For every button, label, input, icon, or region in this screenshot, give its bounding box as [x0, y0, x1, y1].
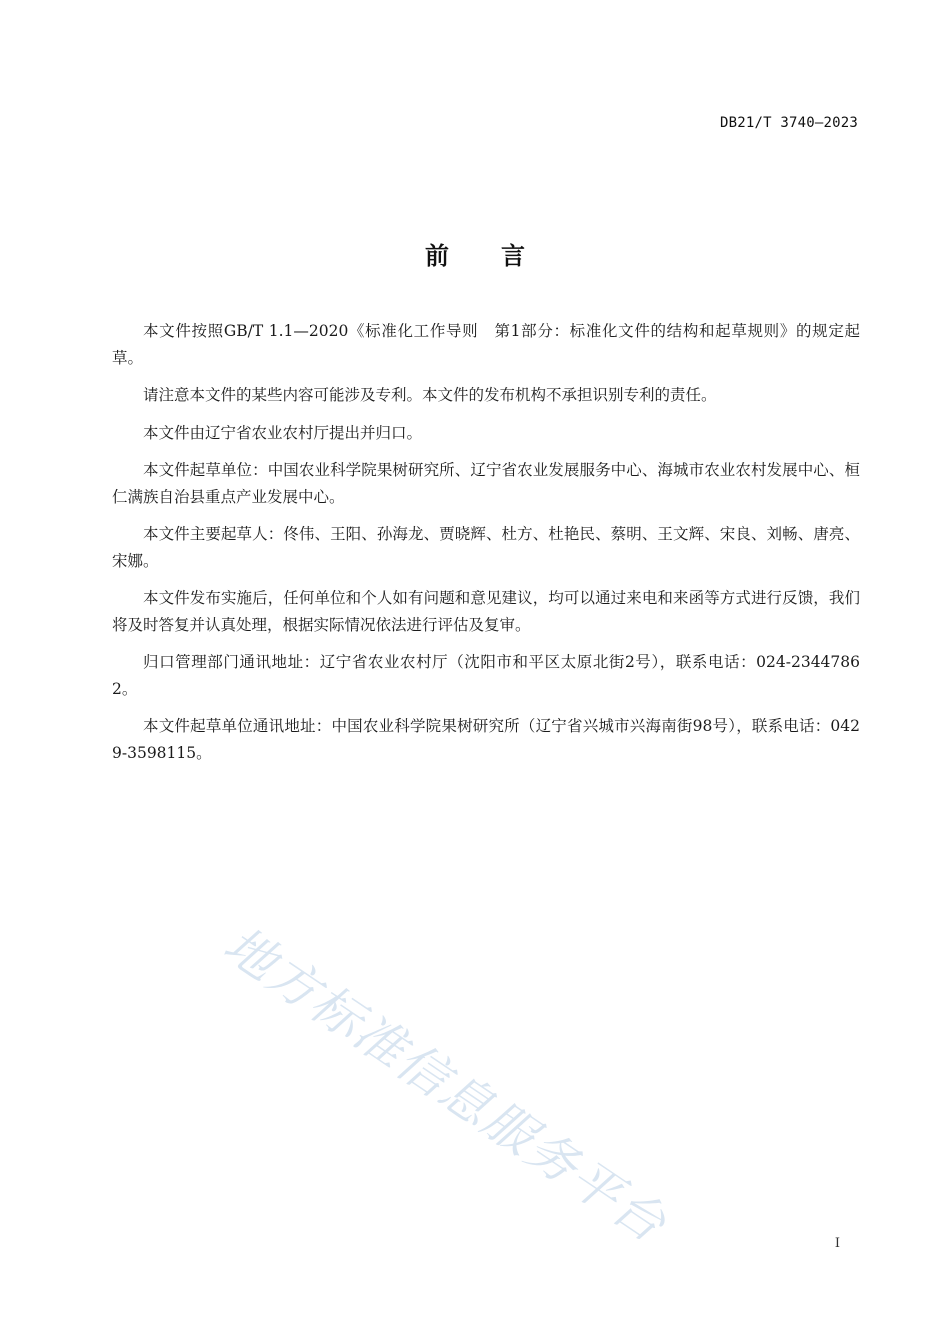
foreword-body	[112, 318, 860, 777]
paragraph-drafter-address: 本文件起草单位通讯地址：中国农业科学院果树研究所（辽宁省兴城市兴海南街98号），联系电话：0429-3598115。	[112, 717, 860, 762]
paragraph-drafters: 本文件主要起草人：佟伟、王阳、孙海龙、贾晓辉、杜方、杜艳民、蔡明、王文辉、宋良、刘畅、唐亮、宋娜。	[112, 525, 860, 570]
paragraph-drafting-rules: 本文件按照GB/T 1.1—2020《标准化工作导则 第1部分：标准化文件的结构和起草规则》的规定起草。	[112, 322, 860, 367]
paragraph-feedback: 本文件发布实施后，任何单位和个人如有问题和意见建议，均可以通过来电和来函等方式进行反馈，我们将及时答复并认真处理，根据实际情况依法进行评估及复审。	[112, 589, 860, 634]
paragraph-patent-notice: 请注意本文件的某些内容可能涉及专利。本文件的发布机构不承担识别专利的责任。	[143, 386, 717, 404]
paragraph-drafting-units: 本文件起草单位：中国农业科学院果树研究所、辽宁省农业发展服务中心、海城市农业农村发展中心、桓仁满族自治县重点产业发展中心。	[112, 461, 860, 506]
page-number: I	[834, 1236, 840, 1251]
document-code: DB21/T 3740—2023	[719, 115, 858, 131]
paragraph-authority-address: 归口管理部门通讯地址：辽宁省农业农村厅（沈阳市和平区太原北街2号），联系电话：024-23447862。	[112, 653, 860, 698]
page-title: 前言	[425, 242, 577, 270]
watermark: 地方标准信息服务平台	[213, 915, 678, 1255]
paragraph-proposer: 本文件由辽宁省农业农村厅提出并归口。	[143, 423, 423, 442]
